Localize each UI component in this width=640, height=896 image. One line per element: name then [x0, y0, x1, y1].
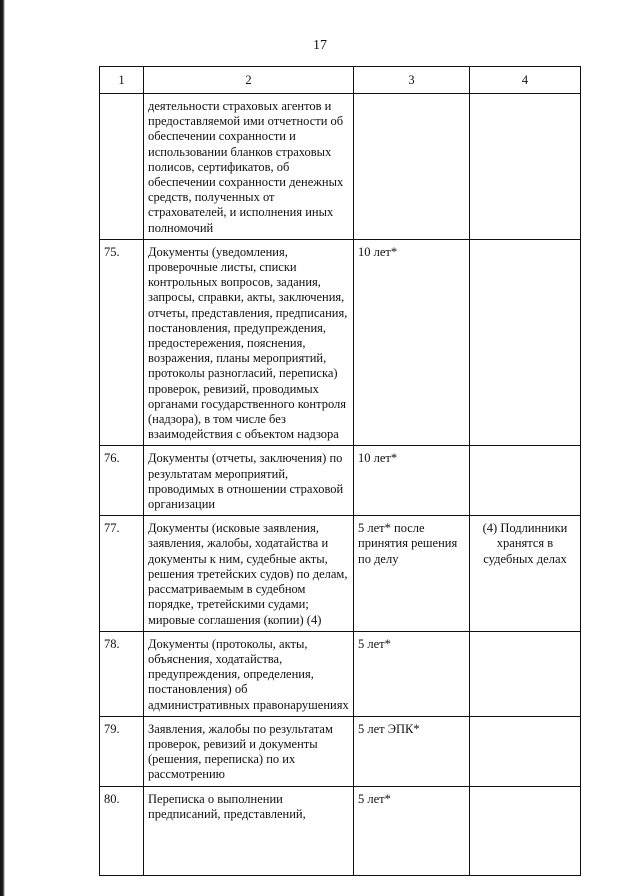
row-note — [470, 446, 581, 516]
column-header-period: 3 — [354, 67, 470, 94]
column-header-number: 1 — [100, 67, 144, 94]
table-row — [100, 516, 581, 631]
row-description: Документы (отчеты, заключения) по результатам мероприятий, проводимых в отношении страховой организации — [144, 446, 354, 516]
row-number-cell — [100, 94, 144, 240]
table-header-row — [100, 67, 581, 94]
row-note — [470, 631, 581, 716]
row-note — [470, 786, 581, 875]
row-number: 79. — [100, 716, 144, 786]
table-row-continuation — [100, 94, 581, 240]
row-number: 78. — [100, 631, 144, 716]
page-number: 17 — [313, 38, 327, 53]
table-row — [100, 786, 581, 875]
row-period: 5 лет* — [354, 786, 470, 875]
row-period: 5 лет ЭПК* — [354, 716, 470, 786]
row-number: 77. — [100, 516, 144, 631]
row-period: 10 лет* — [354, 239, 470, 446]
table-row — [100, 239, 581, 446]
row-note — [470, 94, 581, 240]
row-description: Документы (исковые заявления, заявления, жалобы, ходатайства и документы к ним, судебные акты, решения третейских судов) по делам, рассматриваемым в судебном порядке, третейскими судами; мировые соглашения (копии) (4) — [144, 516, 354, 631]
row-period: 5 лет* — [354, 631, 470, 716]
row-description: деятельности страховых агентов и предоставляемой ими отчетности об обеспечении сохранности и использовании бланков страховых полисов, сертификатов, об обеспечении сохранности денежных средств, полученных от страхователей, и исполнения иных полномочий — [144, 94, 354, 240]
row-number: 80. — [100, 786, 144, 875]
row-note — [470, 716, 581, 786]
column-header-description: 2 — [144, 67, 354, 94]
table-row — [100, 446, 581, 516]
row-description: Переписка о выполнении предписаний, представлений, — [144, 786, 354, 875]
row-period — [354, 94, 470, 240]
document-table — [99, 66, 581, 876]
row-note: (4) Подлинники хранятся в судебных делах — [470, 516, 581, 631]
row-description: Документы (уведомления, проверочные листы, списки контрольных вопросов, задания, запросы, справки, акты, заключения, отчеты, представления, предписания, постановления, предупреждения, предостережения, пояснения, возражения, планы мероприятий, протоколы разногласий, переписка) проверок, ревизий, проводимых органами государственного контроля (надзора), в том числе без взаимодействия с объектом надзора — [144, 239, 354, 446]
row-period: 5 лет* после принятия решения по делу — [354, 516, 470, 631]
row-note — [470, 239, 581, 446]
table-row — [100, 631, 581, 716]
table-row — [100, 716, 581, 786]
row-description: Документы (протоколы, акты, объяснения, ходатайства, предупреждения, определения, постановления) об административных правонарушениях — [144, 631, 354, 716]
scan-edge-shadow — [0, 0, 5, 896]
row-period: 10 лет* — [354, 446, 470, 516]
row-number: 75. — [100, 239, 144, 446]
row-description: Заявления, жалобы по результатам проверок, ревизий и документы (решения, переписка) по их рассмотрению — [144, 716, 354, 786]
row-number: 76. — [100, 446, 144, 516]
column-header-note: 4 — [470, 67, 581, 94]
